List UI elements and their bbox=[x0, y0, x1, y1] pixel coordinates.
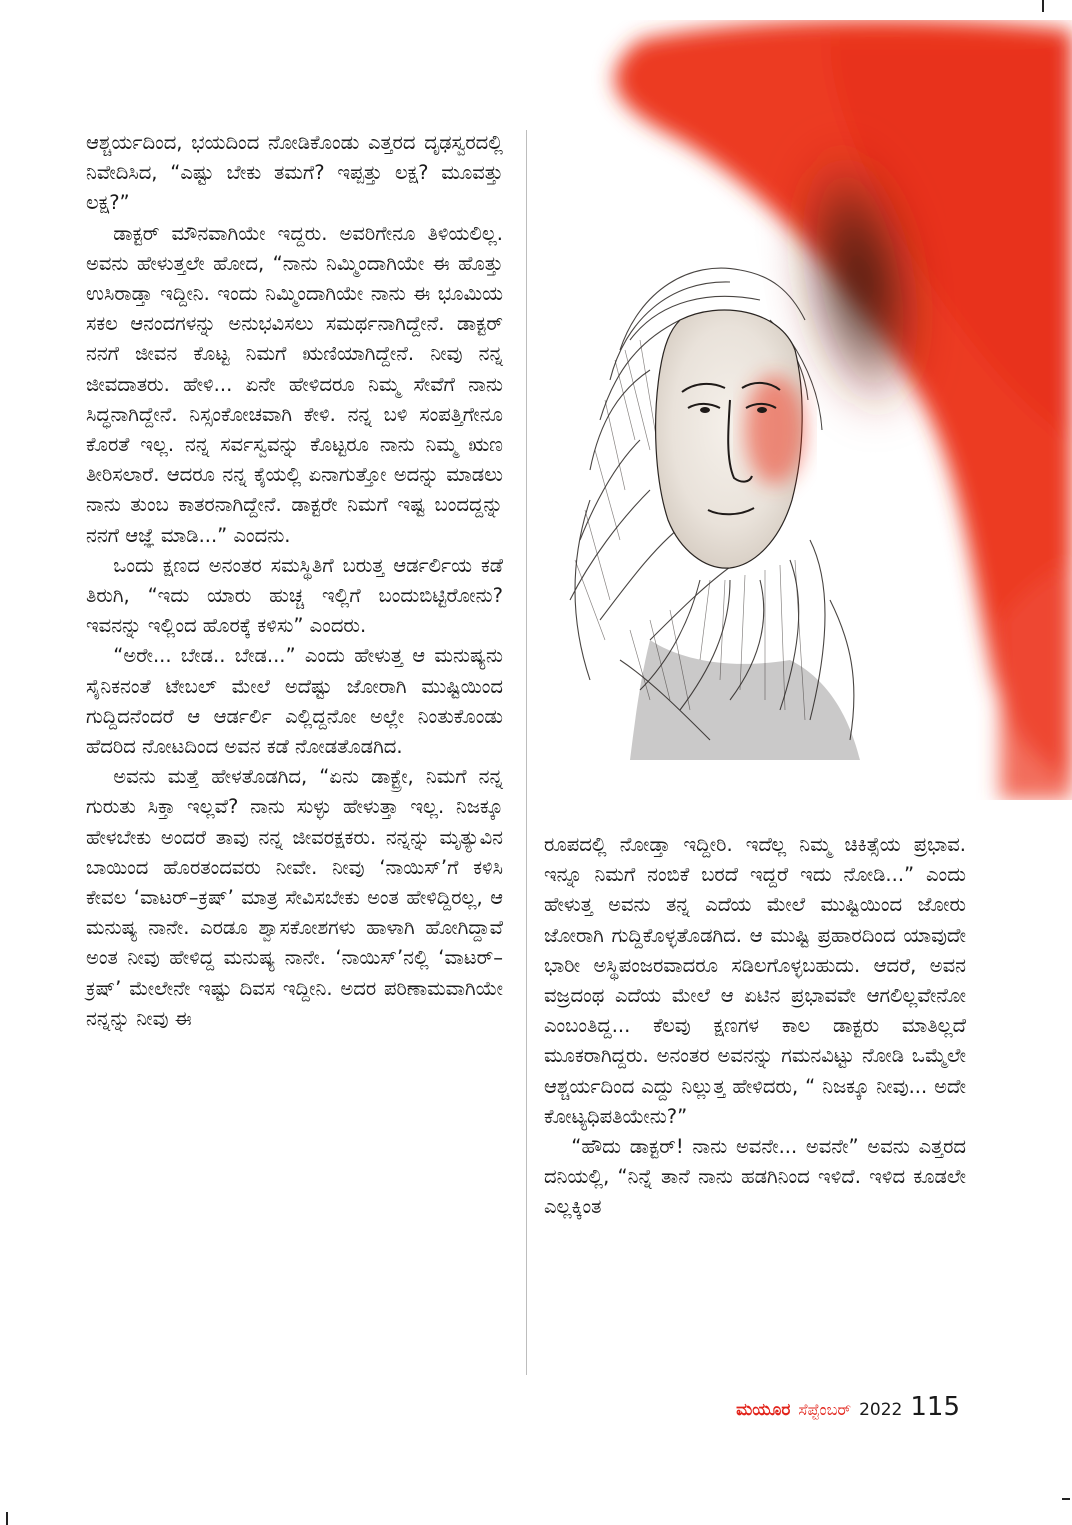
page-number: 115 bbox=[910, 1392, 960, 1422]
portrait-illustration bbox=[530, 20, 1072, 800]
issue-year: 2022 bbox=[859, 1400, 903, 1420]
paragraph: ರೂಪದಲ್ಲಿ ನೋಡ್ತಾ ಇದ್ದೀರಿ. ಇದೆಲ್ಲ ನಿಮ್ಮ ಚಿಕಿತ್ಸೆಯ ಪ್ರಭಾವ. ಇನ್ನೂ ನಿಮಗೆ ನಂಬಿಕೆ ಬರದೆ ಇದ್ದರೆ ಇದು ನೋಡಿ...” ಎಂದು ಹೇಳುತ್ತ ಅವನು ತನ್ನ ಎದೆಯ ಮೇಲೆ ಮುಷ್ಟಿಯಿಂದ ಜೋರು ಜೋರಾಗಿ ಗುದ್ದಿಕೊಳ್ಳತೊಡಗಿದ. ಆ ಮುಷ್ಟಿ ಪ್ರಹಾರದಿಂದ ಯಾವುದೇ ಭಾರೀ ಅಸ್ಥಿಪಂಜರವಾದರೂ ಸಡಿಲಗೊಳ್ಳಬಹುದು. ಆದರೆ, ಅವನ ವಜ್ರದಂಥ ಎದೆಯ ಮೇಲೆ ಆ ಏಟಿನ ಪ್ರಭಾವವೇ ಆಗಲಿಲ್ಲವೇನೋ ಎಂಬಂತಿದ್ದ... ಕೆಲವು ಕ್ಷಣಗಳ ಕಾಲ ಡಾಕ್ಟರು ಮಾತಿಲ್ಲದೆ ಮೂಕರಾಗಿದ್ದರು. ಅನಂತರ ಅವನನ್ನು ಗಮನವಿಟ್ಟು ನೋಡಿ ಒಮ್ಮೆಲೇ ಆಶ್ಚರ್ಯದಿಂದ ಎದ್ದು ನಿಲ್ಲುತ್ತ ಹೇಳಿದರು, “ ನಿಜಕ್ಕೂ ನೀವು... ಅದೇ ಕೋಟ್ಯಧಿಪತಿಯೇನು?” bbox=[544, 833, 966, 1128]
issue-month: ಸೆಪ್ಟೆಂಬರ್ bbox=[798, 1400, 852, 1419]
paragraph: ಡಾಕ್ಟರ್ ಮೌನವಾಗಿಯೇ ಇದ್ದರು. ಅವರಿಗೇನೂ ತಿಳಿಯಲಿಲ್ಲ. ಅವನು ಹೇಳುತ್ತಲೇ ಹೋದ, “ನಾನು ನಿಮ್ಮಿಂದಾಗಿಯೇ ಈ ಹೊತ್ತು ಉಸಿರಾಡ್ತಾ ಇದ್ದೀನಿ. ಇಂದು ನಿಮ್ಮಿಂದಾಗಿಯೇ ನಾನು ಈ ಭೂಮಿಯ ಸಕಲ ಆನಂದಗಳನ್ನು ಅನುಭವಿಸಲು ಸಮರ್ಥನಾಗಿದ್ದೇನೆ. ಡಾಕ್ಟರ್ ನನಗೆ ಜೀವನ ಕೊಟ್ಟ ನಿಮಗೆ ಋಣಿಯಾಗಿದ್ದೇನೆ. ನೀವು ನನ್ನ ಜೀವದಾತರು. ಹೇಳಿ... ಏನೇ ಹೇಳಿದರೂ ನಿಮ್ಮ ಸೇವೆಗೆ ನಾನು ಸಿದ್ಧನಾಗಿದ್ದೇನೆ. ನಿಸ್ಸಂಕೋಚವಾಗಿ ಕೇಳಿ. ನನ್ನ ಬಳಿ ಸಂಪತ್ತಿಗೇನೂ ಕೊರತೆ ಇಲ್ಲ. ನನ್ನ ಸರ್ವಸ್ವವನ್ನು ಕೊಟ್ಟರೂ ನಾನು ನಿಮ್ಮ ಋಣ ತೀರಿಸಲಾರೆ. ಆದರೂ ನನ್ನ ಕೈಯಲ್ಲಿ ಏನಾಗುತ್ತೋ ಅದನ್ನು ಮಾಡಲು ನಾನು ತುಂಬ ಕಾತರನಾಗಿದ್ದೇನೆ. ಡಾಕ್ಟರೇ ನಿಮಗೆ ಇಷ್ಟ ಬಂದದ್ದನ್ನು ನನಗೆ ಆಜ್ಞೆ ಮಾಡಿ...” ಎಂದನು. bbox=[86, 221, 503, 547]
paragraph: “ಹೌದು ಡಾಕ್ಟರ್! ನಾನು ಅವನೇ... ಅವನೇ” ಅವನು ಎತ್ತರದ ದನಿಯಲ್ಲಿ, “ನಿನ್ನೆ ತಾನೆ ನಾನು ಹಡಗಿನಿಂದ ಇಳಿದೆ. ಇಳಿದ ಕೂಡಲೇ ಎಲ್ಲಕ್ಕಿಂತ bbox=[544, 1135, 966, 1219]
column-divider bbox=[526, 130, 527, 1375]
paragraph: ಒಂದು ಕ್ಷಣದ ಅನಂತರ ಸಮಸ್ಥಿತಿಗೆ ಬರುತ್ತ ಆರ್ಡರ್ಲಿಯ ಕಡೆ ತಿರುಗಿ, “ಇದು ಯಾರು ಹುಚ್ಚ ಇಲ್ಲಿಗೆ ಬಂದುಬಿಟ್ಟಿರೋನು? ಇವನನ್ನು ಇಲ್ಲಿಂದ ಹೊರಕ್ಕೆ ಕಳಿಸು” ಎಂದರು. bbox=[86, 553, 503, 638]
crop-mark-top-right bbox=[1042, 0, 1044, 12]
paragraph: ಅವನು ಮತ್ತೆ ಹೇಳತೊಡಗಿದ, “ಏನು ಡಾಕ್ಟ್ರೇ, ನಿಮಗೆ ನನ್ನ ಗುರುತು ಸಿಕ್ತಾ ಇಲ್ಲವೆ? ನಾನು ಸುಳ್ಳು ಹೇಳುತ್ತಾ ಇಲ್ಲ. ನಿಜಕ್ಕೂ ಹೇಳಬೇಕು ಅಂದರೆ ತಾವು ನನ್ನ ಜೀವರಕ್ಷಕರು. ನನ್ನನ್ನು ಮೃತ್ಯುವಿನ ಬಾಯಿಂದ ಹೊರತಂದವರು ನೀವೇ. ನೀವು ‘ನಾಯಿಸ್’ಗೆ ಕಳಿಸಿ ಕೇವಲ ‘ವಾಟರ್–ಕ್ರಷ್’ ಮಾತ್ರ ಸೇವಿಸಬೇಕು ಅಂತ ಹೇಳಿದ್ದಿರಲ್ಲ, ಆ ಮನುಷ್ಯ ನಾನೇ. ಎರಡೂ ಶ್ವಾಸಕೋಶಗಳು ಹಾಳಾಗಿ ಹೋಗಿದ್ದಾವೆ ಅಂತ ನೀವು ಹೇಳಿದ್ದ ಮನುಷ್ಯ ನಾನೇ. ‘ನಾಯಿಸ್’ನಲ್ಲಿ ‘ವಾಟರ್–ಕ್ರಷ್’ ಮೇಲೇನೇ ಇಷ್ಟು ದಿವಸ ಇದ್ದೀನಿ. ಅದರ ಪರಿಣಾಮವಾಗಿಯೇ ನನ್ನನ್ನು ನೀವು ಈ bbox=[86, 765, 503, 1030]
magazine-name: ಮಯೂರ bbox=[736, 1400, 791, 1420]
left-column bbox=[86, 128, 503, 1034]
right-column bbox=[544, 830, 966, 1223]
page-footer bbox=[736, 1392, 960, 1422]
paragraph: ಆಶ್ಚರ್ಯದಿಂದ, ಭಯದಿಂದ ನೋಡಿಕೊಂಡು ಎತ್ತರದ ದೃಢಸ್ವರದಲ್ಲಿ ನಿವೇದಿಸಿದ, “ಎಷ್ಟು ಬೇಕು ತಮಗೆ? ಇಪ್ಪತ್ತು ಲಕ್ಷ? ಮೂವತ್ತು ಲಕ್ಷ?” bbox=[86, 131, 503, 215]
crop-mark-bottom-right bbox=[1062, 1498, 1070, 1500]
paragraph: “ಅರೇ... ಬೇಡ.. ಬೇಡ...” ಎಂದು ಹೇಳುತ್ತ ಆ ಮನುಷ್ಯನು ಸೈನಿಕನಂತೆ ಟೇಬಲ್ ಮೇಲೆ ಅದೆಷ್ಟು ಜೋರಾಗಿ ಮುಷ್ಟಿಯಿಂದ ಗುದ್ದಿದನೆಂದರೆ ಆ ಆರ್ಡರ್ಲಿ ಎಲ್ಲಿದ್ದನೋ ಅಲ್ಲೇ ನಿಂತುಕೊಂಡು ಹೆದರಿದ ನೋಟದಿಂದ ಅವನ ಕಡೆ ನೋಡತೊಡಗಿದ. bbox=[86, 644, 503, 759]
crop-mark-bottom-left bbox=[6, 1512, 8, 1525]
